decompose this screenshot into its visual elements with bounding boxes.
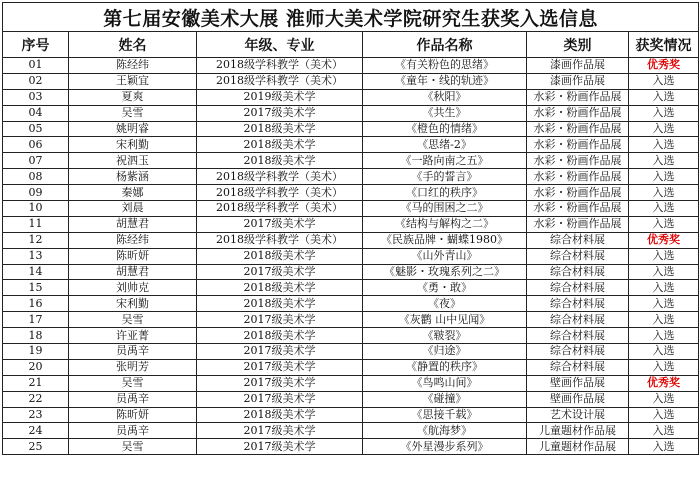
- table-header-row: [3, 32, 699, 58]
- cell-award: 入选: [629, 407, 699, 423]
- cell-name: 吴雪: [69, 375, 197, 391]
- table-row: [3, 359, 699, 375]
- cell-no: 21: [3, 375, 69, 391]
- table-row: [3, 105, 699, 121]
- cell-category: 综合材料展: [527, 359, 629, 375]
- cell-name: 员禹辛: [69, 423, 197, 439]
- cell-grade: 2018级学科教学（美术）: [197, 169, 363, 185]
- cell-grade: 2017级美术学: [197, 423, 363, 439]
- cell-category: 水彩・粉画作品展: [527, 185, 629, 201]
- cell-name: 吴雪: [69, 439, 197, 455]
- cell-work: 《思接千载》: [363, 407, 527, 423]
- cell-no: 09: [3, 185, 69, 201]
- cell-award: 优秀奖: [629, 58, 699, 74]
- cell-award: 入选: [629, 359, 699, 375]
- table-row: [3, 375, 699, 391]
- cell-work: 《童年・线的轨迹》: [363, 73, 527, 89]
- cell-grade: 2017级美术学: [197, 312, 363, 328]
- cell-work: 《民族品牌・蝴蝶1980》: [363, 232, 527, 248]
- cell-work: 《静置的秩序》: [363, 359, 527, 375]
- cell-work: 《橙色的情绪》: [363, 121, 527, 137]
- table-row: [3, 312, 699, 328]
- cell-category: 水彩・粉画作品展: [527, 121, 629, 137]
- cell-work: 《皲裂》: [363, 328, 527, 344]
- cell-category: 艺术设计展: [527, 407, 629, 423]
- cell-grade: 2018级美术学: [197, 153, 363, 169]
- cell-name: 刘帅克: [69, 280, 197, 296]
- table-row: [3, 391, 699, 407]
- cell-grade: 2018级美术学: [197, 121, 363, 137]
- cell-no: 04: [3, 105, 69, 121]
- cell-work: 《航海梦》: [363, 423, 527, 439]
- cell-work: 《鸟鸣山间》: [363, 375, 527, 391]
- cell-category: 儿童题材作品展: [527, 423, 629, 439]
- cell-award: 入选: [629, 312, 699, 328]
- table-row: [3, 216, 699, 232]
- cell-work: 《灰鹳 山中见闻》: [363, 312, 527, 328]
- cell-no: 17: [3, 312, 69, 328]
- award-list-document: [2, 2, 698, 482]
- cell-award: 入选: [629, 439, 699, 455]
- header-name: 姓名: [69, 32, 197, 58]
- cell-no: 10: [3, 201, 69, 217]
- cell-category: 水彩・粉画作品展: [527, 169, 629, 185]
- cell-category: 综合材料展: [527, 344, 629, 360]
- cell-work: 《外星漫步系列》: [363, 439, 527, 455]
- cell-category: 儿童题材作品展: [527, 439, 629, 455]
- header-work: 作品名称: [363, 32, 527, 58]
- cell-grade: 2018级学科教学（美术）: [197, 58, 363, 74]
- cell-name: 姚明睿: [69, 121, 197, 137]
- cell-category: 水彩・粉画作品展: [527, 216, 629, 232]
- cell-category: 综合材料展: [527, 264, 629, 280]
- table-row: [3, 121, 699, 137]
- cell-grade: 2017级美术学: [197, 375, 363, 391]
- cell-award: 入选: [629, 169, 699, 185]
- document-title: 第七届安徽美术大展 淮师大美术学院研究生获奖入选信息: [3, 3, 699, 32]
- cell-name: 吴雪: [69, 105, 197, 121]
- award-table: [2, 2, 699, 455]
- header-award: 获奖情况: [629, 32, 699, 58]
- cell-work: 《口红的秩序》: [363, 185, 527, 201]
- cell-name: 陈经纬: [69, 232, 197, 248]
- table-row: [3, 89, 699, 105]
- cell-category: 壁画作品展: [527, 391, 629, 407]
- cell-name: 杨紫涵: [69, 169, 197, 185]
- cell-work: 《一路向南之五》: [363, 153, 527, 169]
- cell-award: 入选: [629, 328, 699, 344]
- table-row: [3, 344, 699, 360]
- cell-award: 入选: [629, 248, 699, 264]
- cell-work: 《结构与解构之二》: [363, 216, 527, 232]
- cell-grade: 2018级美术学: [197, 328, 363, 344]
- table-row: [3, 423, 699, 439]
- cell-name: 王颖宜: [69, 73, 197, 89]
- cell-name: 员禹辛: [69, 344, 197, 360]
- table-row: [3, 439, 699, 455]
- cell-no: 11: [3, 216, 69, 232]
- cell-grade: 2018级学科教学（美术）: [197, 185, 363, 201]
- cell-award: 优秀奖: [629, 232, 699, 248]
- cell-name: 胡慧君: [69, 264, 197, 280]
- cell-no: 07: [3, 153, 69, 169]
- cell-award: 入选: [629, 391, 699, 407]
- cell-name: 祝泗玉: [69, 153, 197, 169]
- cell-award: 入选: [629, 280, 699, 296]
- cell-name: 宋利勤: [69, 296, 197, 312]
- cell-award: 入选: [629, 121, 699, 137]
- table-row: [3, 201, 699, 217]
- cell-name: 胡慧君: [69, 216, 197, 232]
- table-row: [3, 73, 699, 89]
- header-grade: 年级、专业: [197, 32, 363, 58]
- cell-category: 水彩・粉画作品展: [527, 105, 629, 121]
- cell-category: 漆画作品展: [527, 73, 629, 89]
- cell-category: 水彩・粉画作品展: [527, 137, 629, 153]
- cell-award: 入选: [629, 216, 699, 232]
- table-row: [3, 169, 699, 185]
- table-row: [3, 407, 699, 423]
- cell-work: 《思绪-2》: [363, 137, 527, 153]
- cell-no: 05: [3, 121, 69, 137]
- cell-grade: 2019级美术学: [197, 89, 363, 105]
- cell-grade: 2018级美术学: [197, 137, 363, 153]
- cell-grade: 2017级美术学: [197, 216, 363, 232]
- table-row: [3, 280, 699, 296]
- cell-grade: 2018级美术学: [197, 280, 363, 296]
- cell-name: 刘晨: [69, 201, 197, 217]
- cell-award: 优秀奖: [629, 375, 699, 391]
- table-row: [3, 153, 699, 169]
- cell-award: 入选: [629, 89, 699, 105]
- cell-no: 06: [3, 137, 69, 153]
- cell-work: 《有关粉色的思绪》: [363, 58, 527, 74]
- cell-no: 16: [3, 296, 69, 312]
- cell-grade: 2018级学科教学（美术）: [197, 232, 363, 248]
- cell-grade: 2017级美术学: [197, 439, 363, 455]
- cell-award: 入选: [629, 264, 699, 280]
- table-row: [3, 137, 699, 153]
- cell-grade: 2018级美术学: [197, 248, 363, 264]
- cell-name: 吴雪: [69, 312, 197, 328]
- cell-name: 秦娜: [69, 185, 197, 201]
- table-row: [3, 296, 699, 312]
- cell-grade: 2018级美术学: [197, 407, 363, 423]
- table-row: [3, 185, 699, 201]
- cell-award: 入选: [629, 185, 699, 201]
- cell-no: 15: [3, 280, 69, 296]
- cell-grade: 2017级美术学: [197, 344, 363, 360]
- cell-category: 综合材料展: [527, 280, 629, 296]
- table-body: [3, 58, 699, 455]
- table-row: [3, 328, 699, 344]
- cell-award: 入选: [629, 296, 699, 312]
- cell-award: 入选: [629, 73, 699, 89]
- header-category: 类别: [527, 32, 629, 58]
- cell-name: 夏爽: [69, 89, 197, 105]
- cell-name: 陈昕妍: [69, 248, 197, 264]
- cell-work: 《手的誓言》: [363, 169, 527, 185]
- cell-grade: 2017级美术学: [197, 359, 363, 375]
- cell-no: 03: [3, 89, 69, 105]
- table-row: [3, 232, 699, 248]
- cell-award: 入选: [629, 423, 699, 439]
- table-row: [3, 264, 699, 280]
- cell-work: 《秋阳》: [363, 89, 527, 105]
- cell-category: 漆画作品展: [527, 58, 629, 74]
- cell-grade: 2017级美术学: [197, 391, 363, 407]
- cell-category: 综合材料展: [527, 232, 629, 248]
- header-no: 序号: [3, 32, 69, 58]
- cell-grade: 2018级学科教学（美术）: [197, 73, 363, 89]
- table-row: [3, 248, 699, 264]
- cell-no: 13: [3, 248, 69, 264]
- cell-category: 壁画作品展: [527, 375, 629, 391]
- cell-work: 《共生》: [363, 105, 527, 121]
- cell-no: 01: [3, 58, 69, 74]
- cell-grade: 2017级美术学: [197, 105, 363, 121]
- cell-no: 14: [3, 264, 69, 280]
- cell-name: 宋利勤: [69, 137, 197, 153]
- cell-no: 12: [3, 232, 69, 248]
- cell-work: 《勇・敢》: [363, 280, 527, 296]
- cell-name: 许亚菁: [69, 328, 197, 344]
- cell-no: 22: [3, 391, 69, 407]
- cell-work: 《夜》: [363, 296, 527, 312]
- cell-no: 23: [3, 407, 69, 423]
- cell-category: 水彩・粉画作品展: [527, 201, 629, 217]
- cell-award: 入选: [629, 201, 699, 217]
- cell-category: 综合材料展: [527, 328, 629, 344]
- cell-grade: 2018级美术学: [197, 296, 363, 312]
- table-row: [3, 58, 699, 74]
- cell-category: 综合材料展: [527, 296, 629, 312]
- cell-category: 水彩・粉画作品展: [527, 153, 629, 169]
- cell-category: 综合材料展: [527, 248, 629, 264]
- cell-award: 入选: [629, 344, 699, 360]
- cell-award: 入选: [629, 137, 699, 153]
- cell-work: 《马的围困之二》: [363, 201, 527, 217]
- cell-name: 员禹辛: [69, 391, 197, 407]
- cell-name: 张明芳: [69, 359, 197, 375]
- cell-name: 陈昕妍: [69, 407, 197, 423]
- cell-work: 《碰撞》: [363, 391, 527, 407]
- cell-award: 入选: [629, 153, 699, 169]
- cell-no: 08: [3, 169, 69, 185]
- cell-no: 20: [3, 359, 69, 375]
- cell-work: 《魅影・玫瑰系列之二》: [363, 264, 527, 280]
- cell-no: 19: [3, 344, 69, 360]
- cell-category: 综合材料展: [527, 312, 629, 328]
- cell-name: 陈经纬: [69, 58, 197, 74]
- cell-grade: 2018级学科教学（美术）: [197, 201, 363, 217]
- cell-no: 18: [3, 328, 69, 344]
- cell-award: 入选: [629, 105, 699, 121]
- cell-category: 水彩・粉画作品展: [527, 89, 629, 105]
- cell-work: 《归途》: [363, 344, 527, 360]
- cell-no: 24: [3, 423, 69, 439]
- cell-grade: 2017级美术学: [197, 264, 363, 280]
- cell-no: 25: [3, 439, 69, 455]
- cell-work: 《山外青山》: [363, 248, 527, 264]
- cell-no: 02: [3, 73, 69, 89]
